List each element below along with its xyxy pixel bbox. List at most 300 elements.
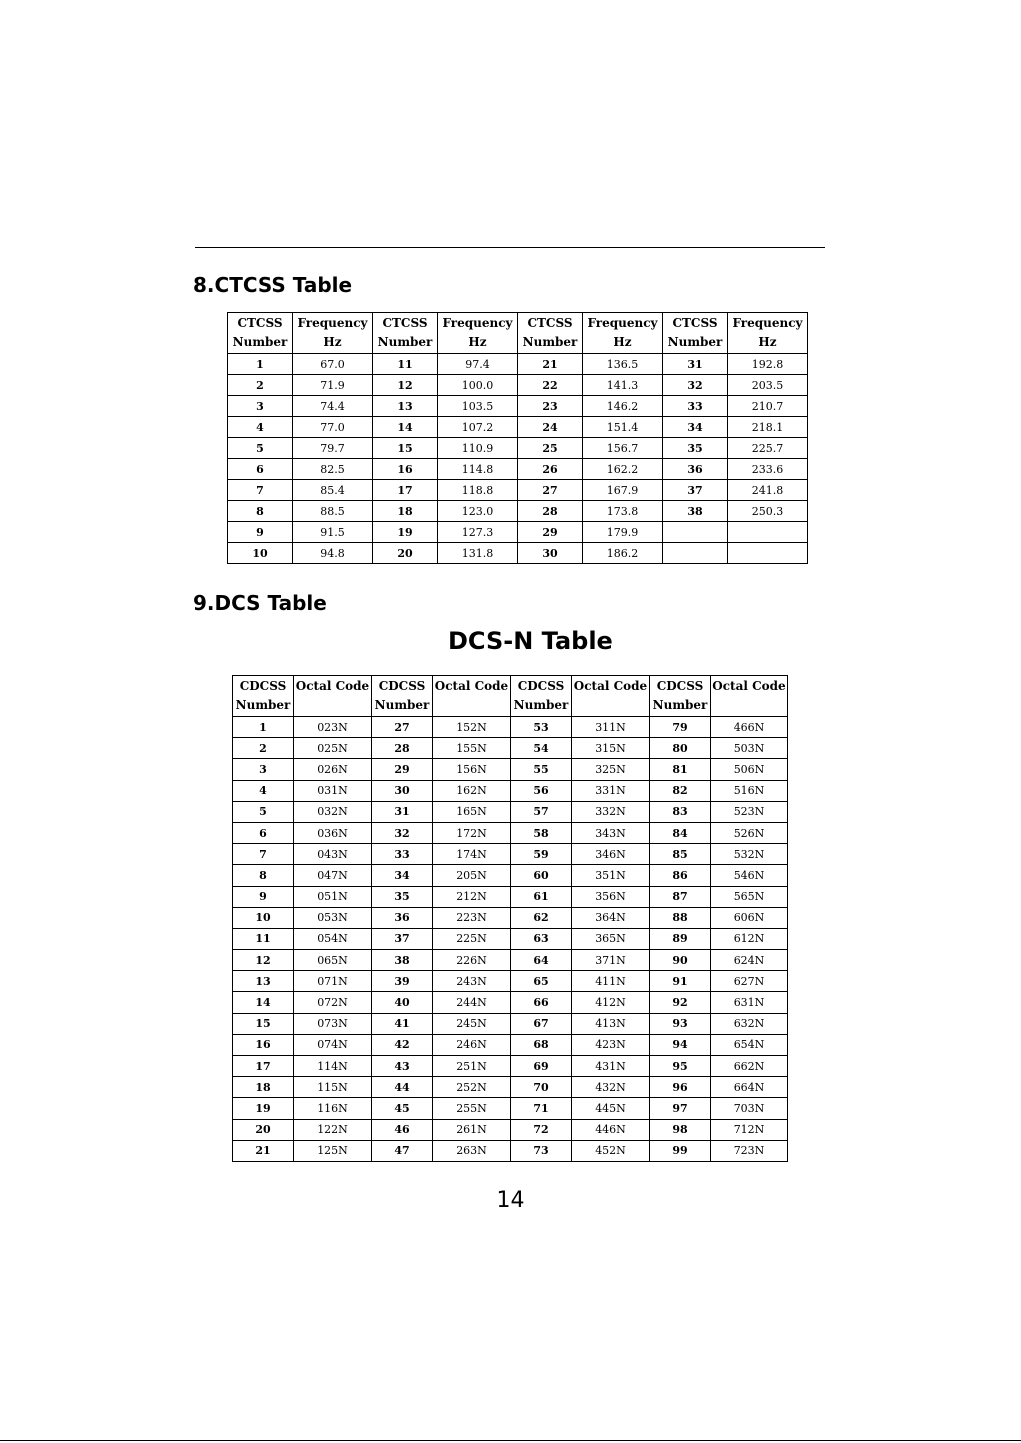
dcs-value-cell: 125N xyxy=(294,1140,372,1161)
dcs-value-cell: 073N xyxy=(294,1013,372,1034)
ctcss-number-cell: 2 xyxy=(228,375,293,396)
dcs-number-cell: 64 xyxy=(511,950,572,971)
header-sublabel xyxy=(433,696,510,715)
ctcss-header-cell xyxy=(228,313,293,354)
dcs-value-cell: 546N xyxy=(711,865,788,886)
table-row xyxy=(228,375,808,396)
dcs-value-cell: 032N xyxy=(294,801,372,822)
dcs-number-cell: 62 xyxy=(511,907,572,928)
ctcss-section-heading: 8.CTCSS Table xyxy=(193,273,353,297)
ctcss-value-cell: 107.2 xyxy=(438,417,518,438)
dcs-number-cell: 30 xyxy=(372,780,433,801)
dcs-number-cell: 63 xyxy=(511,928,572,949)
dcs-value-cell: 612N xyxy=(711,928,788,949)
dcs-value-cell: 251N xyxy=(433,1056,511,1077)
dcs-number-cell: 40 xyxy=(372,992,433,1013)
dcs-number-cell: 66 xyxy=(511,992,572,1013)
dcs-value-cell: 506N xyxy=(711,759,788,780)
dcs-value-cell: 155N xyxy=(433,738,511,759)
ctcss-value-cell: 241.8 xyxy=(728,480,808,501)
ctcss-value-cell: 127.3 xyxy=(438,522,518,543)
dcs-number-cell: 7 xyxy=(233,844,294,865)
dcs-value-cell: 116N xyxy=(294,1098,372,1119)
dcs-value-cell: 261N xyxy=(433,1119,511,1140)
header-label: CDCSS xyxy=(378,679,426,693)
dcs-value-cell: 252N xyxy=(433,1077,511,1098)
dcs-number-cell: 9 xyxy=(233,886,294,907)
table-row xyxy=(233,886,788,907)
dcs-value-cell: 172N xyxy=(433,822,511,843)
bottom-divider xyxy=(0,1440,1021,1441)
dcs-value-cell: 115N xyxy=(294,1077,372,1098)
header-label: CDCSS xyxy=(239,679,287,693)
dcs-value-cell: 703N xyxy=(711,1098,788,1119)
dcs-number-cell: 6 xyxy=(233,822,294,843)
dcs-number-cell: 85 xyxy=(650,844,711,865)
dcs-value-cell: 246N xyxy=(433,1034,511,1055)
header-label: Frequency xyxy=(732,316,803,330)
header-label: Frequency xyxy=(297,316,368,330)
ctcss-value-cell: 156.7 xyxy=(583,438,663,459)
ctcss-number-cell: 33 xyxy=(663,396,728,417)
dcs-number-cell: 55 xyxy=(511,759,572,780)
header-label: CDCSS xyxy=(517,679,565,693)
dcs-number-cell: 99 xyxy=(650,1140,711,1161)
table-row xyxy=(228,396,808,417)
dcs-value-cell: 343N xyxy=(572,822,650,843)
dcs-number-cell: 14 xyxy=(233,992,294,1013)
dcs-value-cell: 156N xyxy=(433,759,511,780)
dcs-number-cell: 43 xyxy=(372,1056,433,1077)
dcs-value-cell: 043N xyxy=(294,844,372,865)
dcs-header-cell xyxy=(572,676,650,717)
dcs-number-cell: 38 xyxy=(372,950,433,971)
dcs-number-cell: 31 xyxy=(372,801,433,822)
ctcss-number-cell: 16 xyxy=(373,459,438,480)
ctcss-value-cell: 131.8 xyxy=(438,543,518,564)
ctcss-number-cell: 24 xyxy=(518,417,583,438)
dcs-value-cell: 325N xyxy=(572,759,650,780)
dcs-number-cell: 96 xyxy=(650,1077,711,1098)
ctcss-number-cell: 1 xyxy=(228,354,293,375)
dcs-value-cell: 523N xyxy=(711,801,788,822)
dcs-value-cell: 223N xyxy=(433,907,511,928)
ctcss-value-cell: 94.8 xyxy=(293,543,373,564)
ctcss-number-cell: 21 xyxy=(518,354,583,375)
dcs-value-cell: 225N xyxy=(433,928,511,949)
table-row xyxy=(233,950,788,971)
dcs-value-cell: 411N xyxy=(572,971,650,992)
dcs-number-cell: 81 xyxy=(650,759,711,780)
ctcss-value-cell: 114.8 xyxy=(438,459,518,480)
table-row xyxy=(233,971,788,992)
ctcss-header-cell xyxy=(663,313,728,354)
ctcss-number-cell xyxy=(663,522,728,543)
dcs-value-cell: 662N xyxy=(711,1056,788,1077)
table-row xyxy=(228,438,808,459)
dcs-number-cell: 29 xyxy=(372,759,433,780)
ctcss-value-cell: 97.4 xyxy=(438,354,518,375)
dcs-number-cell: 28 xyxy=(372,738,433,759)
header-label: Frequency xyxy=(587,316,658,330)
header-sublabel: Hz xyxy=(323,335,342,349)
header-sublabel: Hz xyxy=(613,335,632,349)
table-row xyxy=(233,865,788,886)
ctcss-number-cell: 25 xyxy=(518,438,583,459)
dcs-value-cell: 364N xyxy=(572,907,650,928)
header-label: CTCSS xyxy=(382,316,428,330)
dcs-number-cell: 17 xyxy=(233,1056,294,1077)
dcs-number-cell: 61 xyxy=(511,886,572,907)
ctcss-value-cell: 167.9 xyxy=(583,480,663,501)
dcs-value-cell: 431N xyxy=(572,1056,650,1077)
ctcss-table xyxy=(227,312,808,564)
dcs-value-cell: 412N xyxy=(572,992,650,1013)
ctcss-value-cell: 85.4 xyxy=(293,480,373,501)
header-sublabel: Number xyxy=(522,335,578,349)
dcs-value-cell: 627N xyxy=(711,971,788,992)
dcs-value-cell: 445N xyxy=(572,1098,650,1119)
dcs-number-cell: 18 xyxy=(233,1077,294,1098)
dcs-value-cell: 072N xyxy=(294,992,372,1013)
dcs-number-cell: 69 xyxy=(511,1056,572,1077)
table-row xyxy=(228,417,808,438)
header-label: CTCSS xyxy=(672,316,718,330)
ctcss-value-cell: 203.5 xyxy=(728,375,808,396)
header-label: CTCSS xyxy=(527,316,573,330)
dcs-value-cell: 423N xyxy=(572,1034,650,1055)
table-row xyxy=(228,354,808,375)
table-row xyxy=(228,480,808,501)
table-row xyxy=(233,717,788,738)
dcs-number-cell: 79 xyxy=(650,717,711,738)
dcs-header-cell xyxy=(294,676,372,717)
dcs-number-cell: 20 xyxy=(233,1119,294,1140)
dcs-value-cell: 446N xyxy=(572,1119,650,1140)
header-label: Octal Code xyxy=(573,679,648,693)
dcs-value-cell: 051N xyxy=(294,886,372,907)
dcs-number-cell: 86 xyxy=(650,865,711,886)
ctcss-header-cell xyxy=(583,313,663,354)
ctcss-value-cell: 250.3 xyxy=(728,501,808,522)
dcs-number-cell: 19 xyxy=(233,1098,294,1119)
ctcss-value-cell xyxy=(728,522,808,543)
dcs-value-cell: 255N xyxy=(433,1098,511,1119)
table-row xyxy=(228,522,808,543)
dcs-value-cell: 162N xyxy=(433,780,511,801)
dcs-number-cell: 84 xyxy=(650,822,711,843)
ctcss-number-cell: 32 xyxy=(663,375,728,396)
ctcss-value-cell: 136.5 xyxy=(583,354,663,375)
dcs-number-cell: 93 xyxy=(650,1013,711,1034)
ctcss-value-cell: 118.8 xyxy=(438,480,518,501)
header-sublabel: Hz xyxy=(468,335,487,349)
ctcss-number-cell xyxy=(663,543,728,564)
ctcss-value-cell: 67.0 xyxy=(293,354,373,375)
dcs-number-cell: 88 xyxy=(650,907,711,928)
dcs-number-cell: 44 xyxy=(372,1077,433,1098)
dcs-number-cell: 21 xyxy=(233,1140,294,1161)
dcs-value-cell: 165N xyxy=(433,801,511,822)
ctcss-value-cell: 225.7 xyxy=(728,438,808,459)
table-row xyxy=(233,1140,788,1161)
ctcss-value-cell: 141.3 xyxy=(583,375,663,396)
dcs-number-cell: 58 xyxy=(511,822,572,843)
table-row xyxy=(233,992,788,1013)
ctcss-value-cell: 233.6 xyxy=(728,459,808,480)
ctcss-value-cell: 77.0 xyxy=(293,417,373,438)
dcs-value-cell: 356N xyxy=(572,886,650,907)
dcs-number-cell: 91 xyxy=(650,971,711,992)
header-label: CDCSS xyxy=(656,679,704,693)
ctcss-value-cell: 100.0 xyxy=(438,375,518,396)
dcs-value-cell: 122N xyxy=(294,1119,372,1140)
dcs-number-cell: 35 xyxy=(372,886,433,907)
ctcss-number-cell: 3 xyxy=(228,396,293,417)
dcs-number-cell: 60 xyxy=(511,865,572,886)
dcs-number-cell: 94 xyxy=(650,1034,711,1055)
dcs-value-cell: 654N xyxy=(711,1034,788,1055)
ctcss-number-cell: 29 xyxy=(518,522,583,543)
dcs-value-cell: 023N xyxy=(294,717,372,738)
ctcss-value-cell: 146.2 xyxy=(583,396,663,417)
header-sublabel xyxy=(294,696,371,715)
dcs-number-cell: 4 xyxy=(233,780,294,801)
dcs-value-cell: 174N xyxy=(433,844,511,865)
ctcss-header-cell xyxy=(438,313,518,354)
dcs-number-cell: 57 xyxy=(511,801,572,822)
ctcss-number-cell: 8 xyxy=(228,501,293,522)
dcs-number-cell: 71 xyxy=(511,1098,572,1119)
ctcss-number-cell: 12 xyxy=(373,375,438,396)
ctcss-number-cell: 15 xyxy=(373,438,438,459)
dcs-value-cell: 031N xyxy=(294,780,372,801)
dcs-number-cell: 90 xyxy=(650,950,711,971)
dcs-value-cell: 503N xyxy=(711,738,788,759)
ctcss-value-cell: 88.5 xyxy=(293,501,373,522)
dcs-value-cell: 532N xyxy=(711,844,788,865)
ctcss-value-cell: 82.5 xyxy=(293,459,373,480)
ctcss-header-cell xyxy=(293,313,373,354)
dcs-value-cell: 452N xyxy=(572,1140,650,1161)
dcs-number-cell: 11 xyxy=(233,928,294,949)
dcs-value-cell: 516N xyxy=(711,780,788,801)
table-row xyxy=(233,801,788,822)
ctcss-number-cell: 14 xyxy=(373,417,438,438)
dcs-value-cell: 432N xyxy=(572,1077,650,1098)
ctcss-number-cell: 17 xyxy=(373,480,438,501)
dcs-value-cell: 036N xyxy=(294,822,372,843)
dcs-number-cell: 8 xyxy=(233,865,294,886)
dcs-value-cell: 071N xyxy=(294,971,372,992)
table-row xyxy=(233,1034,788,1055)
table-row xyxy=(233,1013,788,1034)
dcs-number-cell: 97 xyxy=(650,1098,711,1119)
dcs-number-cell: 32 xyxy=(372,822,433,843)
header-sublabel: Number xyxy=(513,698,569,712)
dcs-value-cell: 606N xyxy=(711,907,788,928)
header-label: Octal Code xyxy=(434,679,509,693)
ctcss-value-cell: 103.5 xyxy=(438,396,518,417)
dcs-value-cell: 074N xyxy=(294,1034,372,1055)
ctcss-number-cell: 9 xyxy=(228,522,293,543)
dcs-value-cell: 365N xyxy=(572,928,650,949)
dcs-value-cell: 114N xyxy=(294,1056,372,1077)
dcs-value-cell: 053N xyxy=(294,907,372,928)
dcs-value-cell: 565N xyxy=(711,886,788,907)
dcs-number-cell: 70 xyxy=(511,1077,572,1098)
dcs-number-cell: 92 xyxy=(650,992,711,1013)
ctcss-number-cell: 4 xyxy=(228,417,293,438)
ctcss-value-cell: 210.7 xyxy=(728,396,808,417)
dcs-number-cell: 37 xyxy=(372,928,433,949)
table-row xyxy=(233,1056,788,1077)
ctcss-number-cell: 37 xyxy=(663,480,728,501)
dcs-value-cell: 054N xyxy=(294,928,372,949)
dcs-value-cell: 263N xyxy=(433,1140,511,1161)
header-sublabel: Number xyxy=(235,698,291,712)
dcs-header-cell xyxy=(711,676,788,717)
header-label: Octal Code xyxy=(295,679,370,693)
dcs-number-cell: 12 xyxy=(233,950,294,971)
dcs-number-cell: 80 xyxy=(650,738,711,759)
dcs-value-cell: 371N xyxy=(572,950,650,971)
dcs-number-cell: 42 xyxy=(372,1034,433,1055)
dcs-number-cell: 3 xyxy=(233,759,294,780)
ctcss-number-cell: 38 xyxy=(663,501,728,522)
ctcss-number-cell: 20 xyxy=(373,543,438,564)
ctcss-value-cell: 186.2 xyxy=(583,543,663,564)
header-sublabel: Number xyxy=(667,335,723,349)
ctcss-header-cell xyxy=(518,313,583,354)
ctcss-value-cell: 71.9 xyxy=(293,375,373,396)
dcs-section-heading: 9.DCS Table xyxy=(193,591,327,615)
dcs-value-cell: 212N xyxy=(433,886,511,907)
ctcss-number-cell: 22 xyxy=(518,375,583,396)
dcs-number-cell: 16 xyxy=(233,1034,294,1055)
ctcss-value-cell: 123.0 xyxy=(438,501,518,522)
dcs-value-cell: 664N xyxy=(711,1077,788,1098)
dcs-value-cell: 026N xyxy=(294,759,372,780)
dcs-number-cell: 56 xyxy=(511,780,572,801)
dcs-number-cell: 67 xyxy=(511,1013,572,1034)
dcs-header-cell xyxy=(433,676,511,717)
table-row xyxy=(233,844,788,865)
table-row xyxy=(233,928,788,949)
header-sublabel: Number xyxy=(377,335,433,349)
table-row xyxy=(233,1119,788,1140)
header-sublabel: Number xyxy=(652,698,708,712)
dcs-value-cell: 631N xyxy=(711,992,788,1013)
ctcss-number-cell: 34 xyxy=(663,417,728,438)
dcs-number-cell: 73 xyxy=(511,1140,572,1161)
header-sublabel xyxy=(572,696,649,715)
ctcss-value-cell: 110.9 xyxy=(438,438,518,459)
dcs-value-cell: 526N xyxy=(711,822,788,843)
dcs-number-cell: 39 xyxy=(372,971,433,992)
table-row xyxy=(228,459,808,480)
dcs-number-cell: 13 xyxy=(233,971,294,992)
dcs-header-row xyxy=(233,676,788,717)
dcs-value-cell: 331N xyxy=(572,780,650,801)
table-row xyxy=(233,759,788,780)
ctcss-number-cell: 10 xyxy=(228,543,293,564)
dcs-number-cell: 2 xyxy=(233,738,294,759)
header-sublabel: Hz xyxy=(758,335,777,349)
dcs-value-cell: 205N xyxy=(433,865,511,886)
ctcss-number-cell: 28 xyxy=(518,501,583,522)
dcs-number-cell: 47 xyxy=(372,1140,433,1161)
table-row xyxy=(233,738,788,759)
ctcss-value-cell: 218.1 xyxy=(728,417,808,438)
dcs-value-cell: 025N xyxy=(294,738,372,759)
header-label: Octal Code xyxy=(712,679,786,693)
dcs-number-cell: 34 xyxy=(372,865,433,886)
dcs-value-cell: 245N xyxy=(433,1013,511,1034)
dcs-value-cell: 047N xyxy=(294,865,372,886)
dcs-header-cell xyxy=(233,676,294,717)
ctcss-number-cell: 19 xyxy=(373,522,438,543)
ctcss-value-cell: 179.9 xyxy=(583,522,663,543)
table-row xyxy=(233,1098,788,1119)
dcs-value-cell: 466N xyxy=(711,717,788,738)
dcs-number-cell: 5 xyxy=(233,801,294,822)
table-row xyxy=(228,501,808,522)
dcs-number-cell: 95 xyxy=(650,1056,711,1077)
top-divider xyxy=(195,247,825,248)
ctcss-header-row xyxy=(228,313,808,354)
dcs-number-cell: 82 xyxy=(650,780,711,801)
header-label: CTCSS xyxy=(237,316,283,330)
ctcss-number-cell: 13 xyxy=(373,396,438,417)
ctcss-value-cell: 91.5 xyxy=(293,522,373,543)
ctcss-number-cell: 23 xyxy=(518,396,583,417)
ctcss-number-cell: 35 xyxy=(663,438,728,459)
dcs-value-cell: 332N xyxy=(572,801,650,822)
ctcss-number-cell: 7 xyxy=(228,480,293,501)
dcs-header-cell xyxy=(650,676,711,717)
ctcss-number-cell: 18 xyxy=(373,501,438,522)
dcs-number-cell: 15 xyxy=(233,1013,294,1034)
dcs-value-cell: 712N xyxy=(711,1119,788,1140)
dcs-number-cell: 72 xyxy=(511,1119,572,1140)
dcs-value-cell: 723N xyxy=(711,1140,788,1161)
table-row xyxy=(233,907,788,928)
dcs-n-table xyxy=(232,675,788,1162)
ctcss-number-cell: 6 xyxy=(228,459,293,480)
header-sublabel xyxy=(711,696,787,715)
table-row xyxy=(228,543,808,564)
dcs-number-cell: 36 xyxy=(372,907,433,928)
dcs-value-cell: 243N xyxy=(433,971,511,992)
ctcss-header-cell xyxy=(373,313,438,354)
ctcss-number-cell: 27 xyxy=(518,480,583,501)
ctcss-value-cell: 74.4 xyxy=(293,396,373,417)
dcs-header-cell xyxy=(372,676,433,717)
dcs-value-cell: 351N xyxy=(572,865,650,886)
dcs-number-cell: 53 xyxy=(511,717,572,738)
dcs-value-cell: 244N xyxy=(433,992,511,1013)
ctcss-value-cell: 151.4 xyxy=(583,417,663,438)
dcs-number-cell: 27 xyxy=(372,717,433,738)
dcs-number-cell: 54 xyxy=(511,738,572,759)
ctcss-value-cell xyxy=(728,543,808,564)
page-number: 14 xyxy=(496,1188,525,1213)
dcs-number-cell: 87 xyxy=(650,886,711,907)
ctcss-header-cell xyxy=(728,313,808,354)
dcs-number-cell: 46 xyxy=(372,1119,433,1140)
dcs-number-cell: 41 xyxy=(372,1013,433,1034)
